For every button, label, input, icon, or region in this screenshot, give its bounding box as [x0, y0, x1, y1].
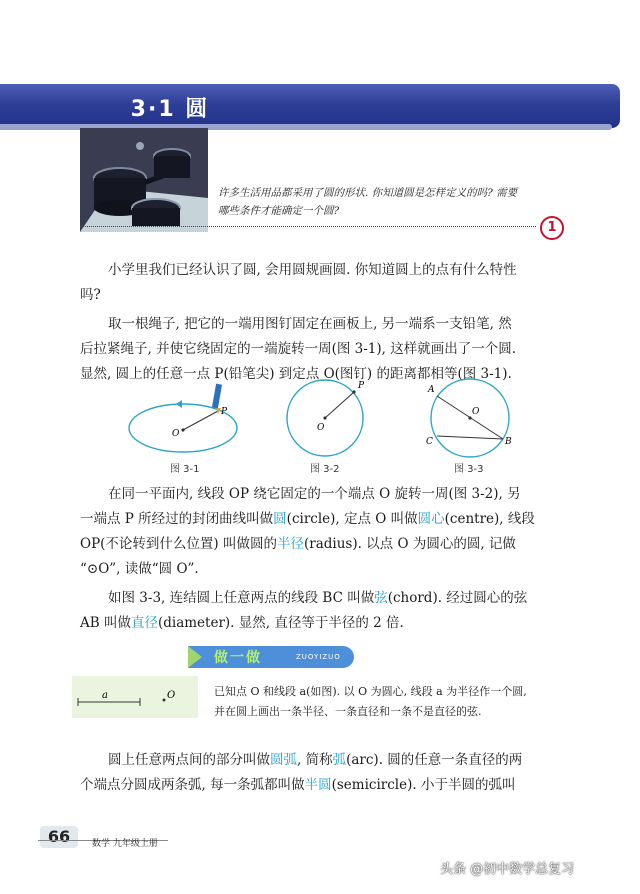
p2-line-3: 显然, 圆上的任意一点 P(铅笔尖) 到定点 O(图钉) 的距离都相等(图 3-1).	[80, 366, 512, 382]
paragraph-definitions	[80, 482, 560, 636]
p2-line-1: 取一根绳子, 把它的一端用图钉固定在画板上, 另一端系一支铅笔, 然	[108, 316, 512, 332]
caption-fig-3-1: 图 3-1	[170, 464, 200, 475]
p4-text: 如图 3-3, 连结圆上任意两点的线段 BC 叫做	[108, 590, 375, 606]
p2-line-2: 后拉紧绳子, 并使它绕固定的一端旋转一周(图 3-1), 这样就画出了一个圆.	[80, 341, 517, 357]
p4-line-2	[80, 611, 560, 636]
paragraph-1	[80, 258, 560, 387]
section-badge: 1	[540, 216, 564, 240]
p4-text: (diameter). 显然, 直径等于半径的 2 倍.	[157, 615, 404, 631]
keyword-centre: 圆心	[417, 511, 445, 527]
caption-fig-3-3: 图 3-3	[454, 464, 484, 475]
figure-3-2	[287, 380, 365, 456]
paragraph-arc	[80, 748, 560, 798]
activity-banner-triangle	[188, 646, 202, 668]
p5-line-1	[80, 748, 560, 773]
intro-question	[218, 184, 568, 220]
p1-line-1: 小学里我们已经认识了圆, 会用圆规画圆. 你知道圆上的点有什么特性	[108, 262, 517, 278]
activity-subtitle: ZUOYIZUO	[296, 653, 341, 661]
p3-text: (radius). 以点 O 为圆心的圆, 记做	[303, 536, 516, 552]
section-title: 3·1 圆	[130, 97, 210, 122]
p5-line-2	[80, 773, 560, 798]
activity-title: 做一做	[214, 650, 262, 666]
fig2-label-o: O	[317, 423, 325, 433]
page-number: 66	[40, 826, 78, 848]
p5-text: (arc). 圆的任意一条直径的两	[346, 752, 523, 768]
watermark: 头条 @初中数学总复习	[440, 862, 575, 877]
keyword-chord: 弦	[374, 590, 388, 606]
p3-line-1: 在同一平面内, 线段 OP 绕它固定的一个端点 O 旋转一周(图 3-2), 另	[108, 486, 521, 502]
p3-text: 一端点 P 所经过的封闭曲线叫做	[80, 511, 274, 527]
keyword-circle: 圆	[273, 511, 287, 527]
cookware-photo	[80, 128, 208, 232]
p3-text: (circle), 定点 O 叫做	[286, 511, 418, 527]
p3-text: OP(不论转到什么位置) 叫做圆的	[80, 536, 277, 552]
fig1-label-o: O	[172, 429, 180, 439]
fig3-label-a: A	[428, 385, 435, 395]
p4-line-1	[80, 586, 560, 611]
exercise-line-1: 已知点 O 和线段 a(如图). 以 O 为圆心, 线段 a 为半径作一个圆,	[214, 685, 527, 698]
point-label-o: O	[167, 690, 176, 701]
exercise-figure	[72, 676, 198, 718]
keyword-arc-short: 弧	[332, 752, 347, 768]
p5-text: (semicircle). 小于半圆的弧叫	[331, 777, 516, 793]
intro-line-2: 哪些条件才能确定一个圆?	[218, 205, 340, 217]
fig3-label-o: O	[472, 407, 480, 417]
figure-3-1	[129, 384, 237, 452]
exercise-line-2: 并在圆上画出一条半径、一条直径和一条不是直径的弦.	[214, 705, 482, 718]
p4-text: (chord). 经过圆心的弦	[387, 590, 528, 606]
p3-text: (centre), 线段	[444, 511, 535, 527]
book-title: 数学 九年级上册	[92, 839, 158, 849]
p3-line-4: “⊙O”, 读做“圆 O”.	[80, 561, 199, 577]
p5-text: 个端点分圆成两条弧, 每一条弧都叫做	[80, 777, 305, 793]
fig1-label-p: P	[221, 407, 228, 417]
dotted-divider	[80, 226, 536, 227]
p1-line-2: 吗?	[80, 287, 101, 303]
segment-and-point	[72, 676, 198, 718]
p4-text: AB 叫做	[80, 615, 131, 631]
keyword-semicircle: 半圆	[304, 777, 332, 793]
segment-label-a: a	[102, 690, 108, 701]
p3-line-3	[80, 532, 560, 557]
figure-3-3	[426, 379, 512, 457]
fig2-label-p: P	[358, 381, 365, 391]
exercise-text	[214, 682, 564, 722]
keyword-arc: 圆弧	[270, 752, 297, 768]
cookware-illustration	[80, 128, 208, 232]
p5-text: 圆上任意两点间的部分叫做	[108, 752, 270, 768]
keyword-diameter: 直径	[130, 615, 158, 631]
fig3-label-b: B	[505, 437, 512, 447]
circle-figures	[80, 378, 560, 460]
caption-fig-3-2: 图 3-2	[310, 464, 340, 475]
intro-line-1: 许多生活用品都采用了圆的形状. 你知道圆是怎样定义的吗? 需要	[218, 187, 518, 199]
fig3-label-c: C	[426, 437, 433, 447]
p5-text: , 简称	[297, 752, 333, 768]
p3-line-2	[80, 507, 560, 532]
keyword-radius: 半径	[276, 536, 304, 552]
